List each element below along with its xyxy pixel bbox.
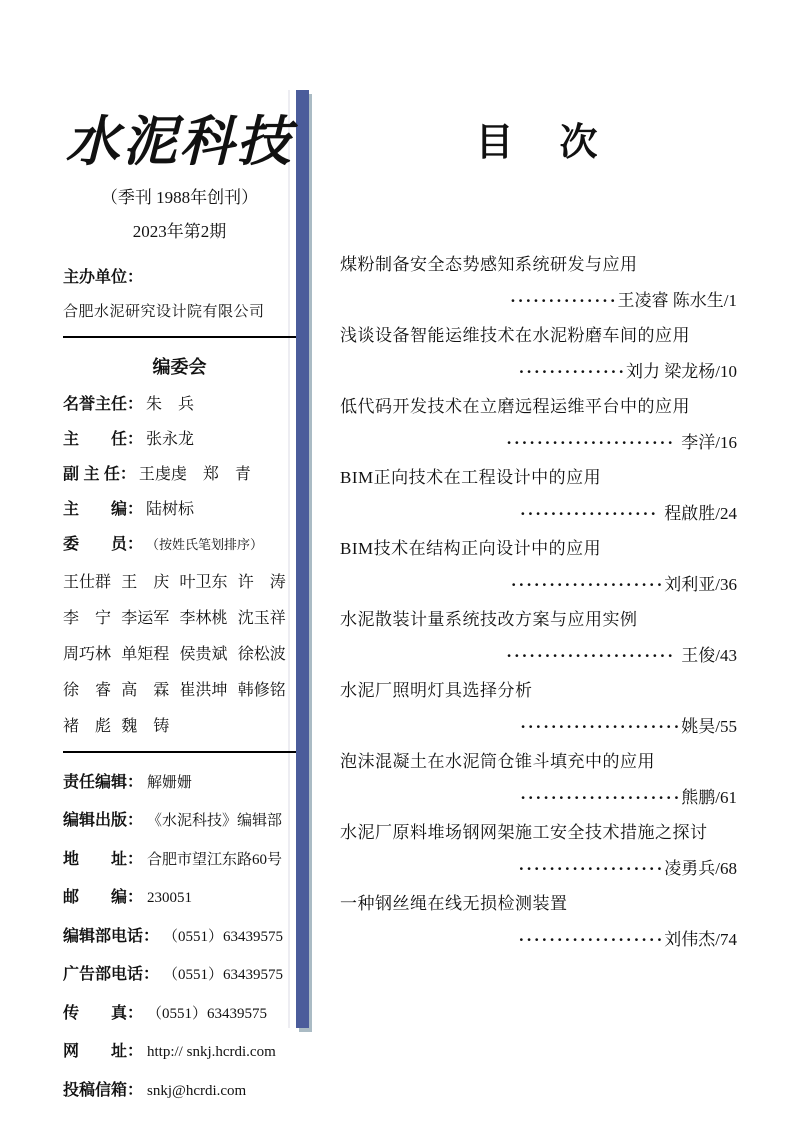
member-name: 周巧林 [63,646,112,664]
member-name: 王 庆 [121,574,170,592]
board-role-row [63,496,296,519]
toc-entry [340,609,737,667]
pub-info-row [63,961,296,984]
toc-leader-dots: ·············· [518,362,627,381]
pub-value: （0551）63439575 [147,1005,268,1022]
pub-info-row [63,807,296,830]
toc-article-title: BIM技术在结构正向设计中的应用 [340,539,602,558]
toc-article-title: 煤粉制备安全态势感知系统研发与应用 [340,255,638,274]
toc-article-title: 水泥散装计量系统技改方案与应用实例 [340,610,638,629]
journal-title: 水泥科技 [65,109,294,173]
role-label: 副 主 任： [63,466,136,484]
member-name: 李运军 [121,610,170,628]
toc-leader-dots: ·················· [519,504,665,523]
toc-entry [340,822,737,880]
sponsor-section [63,264,296,321]
pub-info-row [63,846,296,869]
toc-entry [340,467,737,525]
toc-authors-page: 刘利亚/36 [664,575,737,594]
toc-authors-page: 王俊/43 [681,646,737,665]
toc-heading: 目 次 [475,122,602,164]
toc-authors-page: 熊鹏/61 [681,788,737,807]
toc-authors-page: 刘力 梁龙杨/10 [626,362,737,381]
toc-author-line [340,645,737,667]
toc-article-title: 低代码开发技术在立磨远程运维平台中的应用 [340,397,690,416]
toc-author-line [340,787,737,809]
pub-label: 编辑出版： [63,812,144,830]
toc-entry [340,680,737,738]
role-label: 主 任： [63,431,144,449]
divider-bar [296,90,309,1028]
editorial-board-roles [63,391,296,554]
toc-article-title: BIM正向技术在工程设计中的应用 [340,468,602,487]
sponsor-name: 合肥水泥研究设计院有限公司 [63,304,265,321]
toc-entry [340,751,737,809]
member-name: 许 涛 [237,574,286,592]
left-column [63,109,296,1100]
journal-subtitle: （季刊 1988年创刊） [100,188,259,208]
role-value: 王虔虔 郑 青 [138,466,251,484]
toc-author-line [340,503,737,525]
role-label: 名誉主任： [63,396,144,414]
toc-column [340,118,737,964]
pub-value: （0551）63439575 [163,967,284,984]
toc-authors-page: 姚昊/55 [681,717,737,736]
publication-info [63,769,296,1100]
pub-info-row [63,884,296,907]
pub-value: 合肥市望江东路60号 [147,851,283,868]
member-name: 魏 铸 [121,718,170,736]
role-value: 张永龙 [146,431,195,449]
member-name: 褚 彪 [63,718,112,736]
board-role-row [63,426,296,449]
pub-label: 地 址： [63,850,144,868]
pub-value: 230051 [147,890,193,907]
member-name: 高 霖 [121,682,170,700]
toc-leader-dots: ····················· [520,788,682,807]
section-divider-top [63,336,296,338]
toc-article-title: 水泥厂原料堆场钢网架施工安全技术措施之探讨 [340,823,708,842]
toc-entry [340,396,737,454]
toc-leader-dots: ·············· [510,291,618,310]
section-divider-bottom [63,751,296,753]
sponsor-label: 主办单位： [63,269,144,287]
pub-value: 《水泥科技》编辑部 [147,813,283,830]
pub-website: http:// snkj.hcrdi.com [147,1044,276,1061]
role-label: 主 编： [63,501,144,519]
member-name: 韩修铭 [237,682,286,700]
toc-author-line [340,858,737,880]
pub-value: 解姗姗 [147,774,193,791]
member-name: 徐松波 [237,646,286,664]
toc-authors-page: 凌勇兵/68 [664,859,737,878]
toc-author-line [340,290,737,312]
pub-label: 网 址： [63,1043,144,1061]
toc-list [340,254,737,951]
toc-leader-dots: ··················· [518,930,665,949]
toc-leader-dots: ······················ [506,433,682,452]
member-name: 王仕群 [63,574,112,592]
toc-article-title: 浅谈设备智能运维技术在水泥粉磨车间的应用 [340,326,690,345]
toc-author-line [340,929,737,951]
role-label: 委 员： [63,536,144,554]
pub-info-row [63,923,296,946]
toc-entry [340,538,737,596]
member-name: 侯贵斌 [179,646,228,664]
toc-entry [340,893,737,951]
board-role-row [63,391,296,414]
member-name: 徐 睿 [63,682,112,700]
pub-label: 投稿信箱： [63,1081,144,1099]
toc-leader-dots: ······················ [506,646,682,665]
toc-article-title: 水泥厂照明灯具选择分析 [340,681,533,700]
editorial-board-heading: 编委会 [152,357,207,378]
pub-info-row [63,1000,296,1023]
toc-entry [340,325,737,383]
pub-value: （0551）63439575 [163,928,284,945]
toc-authors-page: 刘伟杰/74 [664,930,737,949]
member-name: 李林桃 [179,610,228,628]
role-value: （按姓氏笔划排序） [146,537,264,553]
toc-author-line [340,432,737,454]
toc-author-line [340,716,737,738]
toc-article-title: 泡沫混凝土在水泥筒仓锥斗填充中的应用 [340,752,655,771]
toc-article-title: 一种钢丝绳在线无损检测装置 [340,894,568,913]
pub-label: 责任编辑： [63,773,144,791]
toc-authors-page: 程啟胜/24 [664,504,737,523]
pub-info-row [63,1038,296,1061]
toc-author-line [340,574,737,596]
toc-leader-dots: ···················· [510,575,665,594]
toc-authors-page: 王凌睿 陈水生/1 [617,291,737,310]
journal-issue: 2023年第2期 [132,222,227,242]
member-name: 叶卫东 [179,574,228,592]
member-name: 李 宁 [63,610,112,628]
board-role-row [63,531,296,554]
pub-label: 传 真： [63,1004,144,1022]
role-value: 朱 兵 [146,396,195,414]
pub-label: 编辑部电话： [63,927,160,945]
pub-email: snkj@hcrdi.com [147,1082,247,1099]
member-name: 沈玉祥 [237,610,286,628]
pub-info-row [63,1077,296,1100]
toc-leader-dots: ····················· [520,717,682,736]
role-value: 陆树标 [146,501,195,519]
pub-info-row [63,769,296,792]
toc-leader-dots: ··················· [518,859,665,878]
pub-label: 邮 编： [63,889,144,907]
member-name: 崔洪坤 [179,682,228,700]
member-name: 单矩程 [121,646,170,664]
toc-author-line [340,361,737,383]
board-role-row [63,461,296,484]
toc-entry [340,254,737,312]
pub-label: 广告部电话： [63,966,160,984]
toc-authors-page: 李洋/16 [681,433,737,452]
board-members-list [63,569,296,736]
